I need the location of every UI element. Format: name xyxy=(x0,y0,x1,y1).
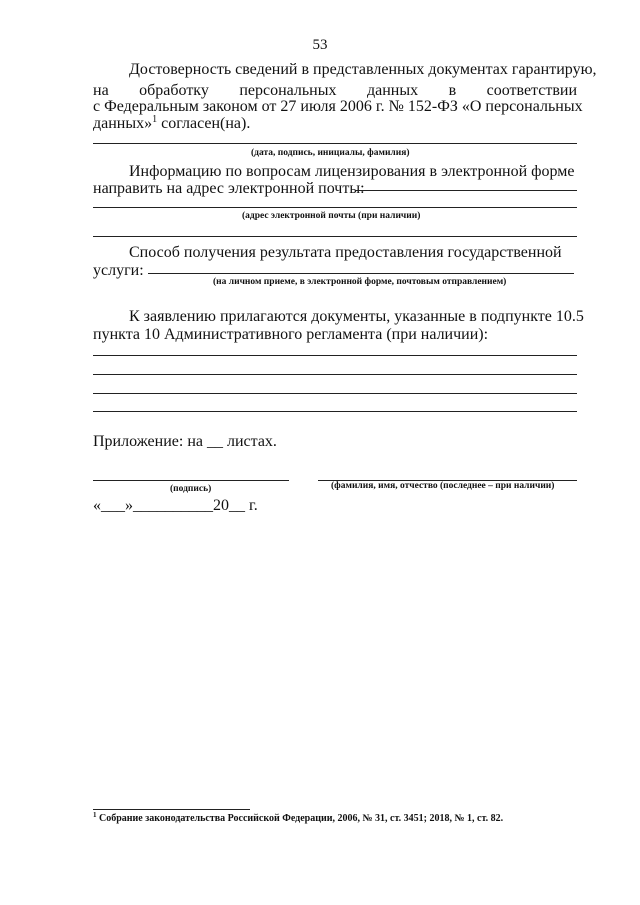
consent-line-2-word: данных xyxy=(366,82,419,99)
email-input-line[interactable] xyxy=(355,190,577,191)
footnote-separator xyxy=(93,809,250,810)
consent-line-2-word: на xyxy=(93,82,109,99)
attachments-line-d[interactable] xyxy=(93,411,577,412)
attachments-line-1: К заявлению прилагаются документы, указанные в подпункте 10.5 xyxy=(129,308,584,325)
page-number: 53 xyxy=(312,37,328,53)
footnote xyxy=(93,813,503,825)
consent-line-2-word: персональных xyxy=(239,82,337,99)
consent-line-4-tail: согласен(на). xyxy=(157,115,251,132)
consent-signature-line xyxy=(93,143,577,144)
footnote-reference: 1 xyxy=(152,114,158,125)
email-extra-line xyxy=(93,207,577,208)
result-line-2: услуги: xyxy=(93,262,144,279)
email-separator-line xyxy=(93,236,577,237)
signature-caption: (подпись) xyxy=(170,484,212,494)
result-line-1: Способ получения результата предоставления государственной xyxy=(129,244,562,261)
footnote-text: Собрание законодательства Российской Федерации, 2006, № 31, ст. 3451; 2018, № 1, ст. 82. xyxy=(96,813,504,824)
consent-line-2-word: соответствии xyxy=(486,82,577,99)
consent-line-1: Достоверность сведений в представленных документах гарантирую, xyxy=(129,61,597,78)
consent-line-3: с Федеральным законом от 27 июля 2006 г. № 152-ФЗ «О персональных xyxy=(93,98,583,115)
appendix-text: Приложение: на __ листах. xyxy=(93,433,277,450)
email-caption: (адрес электронной почты (при наличии) xyxy=(242,211,421,221)
date-line: «___»__________20__ г. xyxy=(93,497,258,514)
consent-line-4-text: данных» xyxy=(93,115,153,132)
email-line-1: Информацию по вопросам лицензирования в электронной форме xyxy=(129,163,575,180)
email-line-2: направить на адрес электронной почты: xyxy=(93,180,365,197)
signature-line[interactable] xyxy=(93,480,289,481)
result-caption: (на личном приеме, в электронной форме, почтовым отправлением) xyxy=(213,277,507,287)
attachments-line-2: пункта 10 Административного регламента (при наличии): xyxy=(93,326,489,343)
consent-line-2-word: обработку xyxy=(139,82,209,99)
consent-line-2-word: в xyxy=(448,82,457,99)
consent-line-4 xyxy=(93,114,250,133)
attachments-line-a[interactable] xyxy=(93,355,577,356)
attachments-line-b[interactable] xyxy=(93,374,577,375)
full-name-caption: (фамилия, имя, отчество (последнее – при наличии) xyxy=(331,481,555,491)
consent-caption: (дата, подпись, инициалы, фамилия) xyxy=(251,148,410,158)
result-input-line[interactable] xyxy=(148,273,574,274)
attachments-line-c[interactable] xyxy=(93,393,577,394)
footnote-mark: 1 xyxy=(93,811,97,819)
